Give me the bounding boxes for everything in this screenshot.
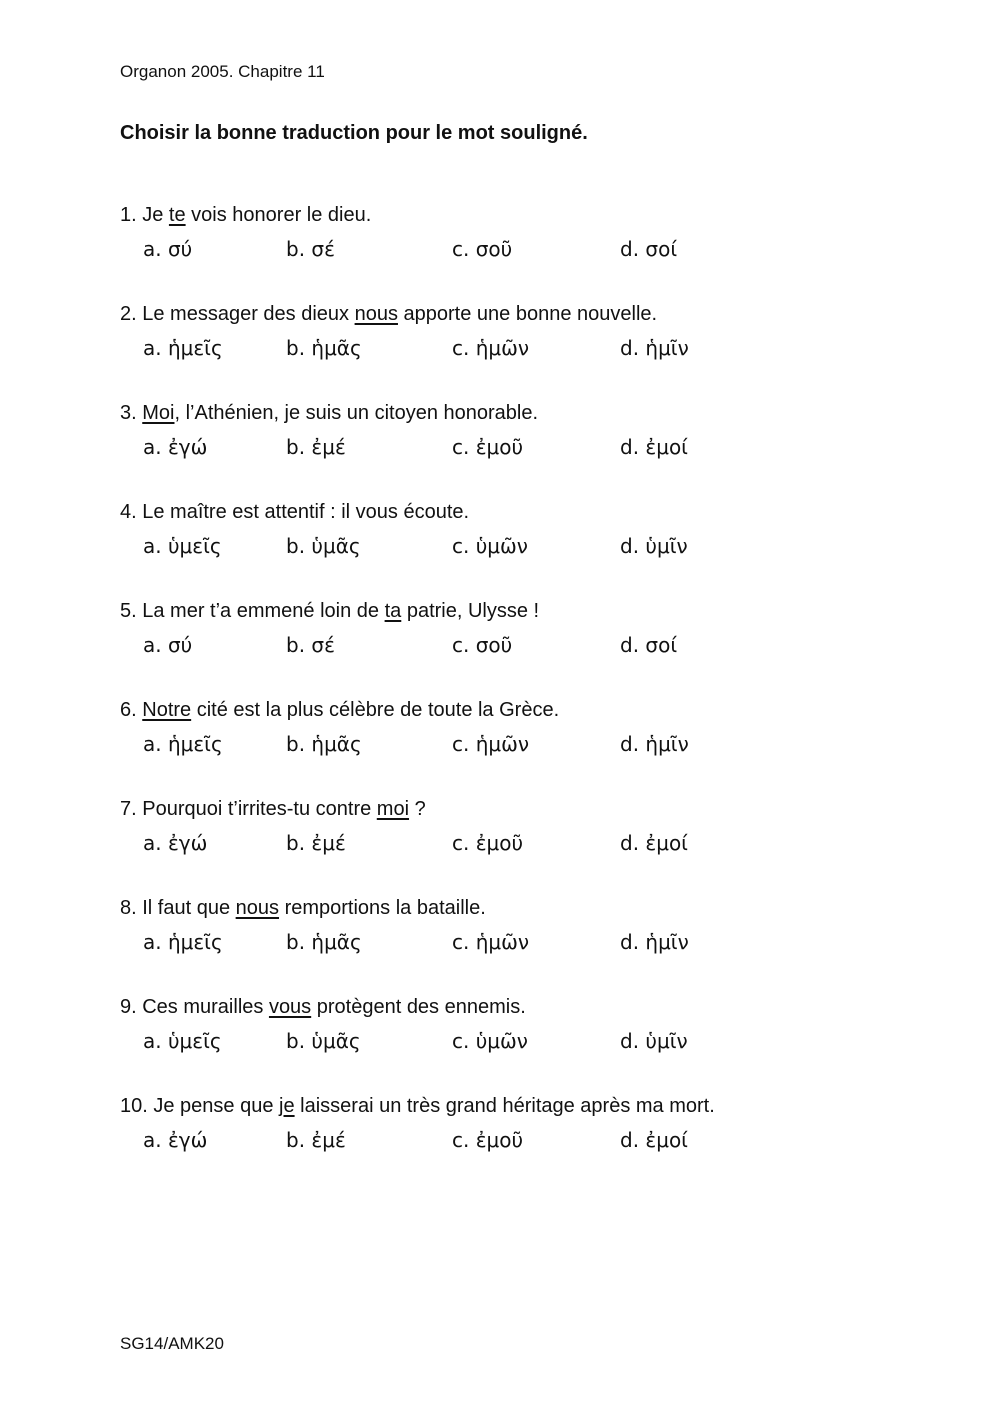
option-b: b. ἐμέ <box>286 831 346 855</box>
option-c: c. ἐμοῦ <box>452 435 524 459</box>
prompt-text-after: protègent des ennemis. <box>311 996 526 1018</box>
prompt-text-after: ? <box>409 798 426 820</box>
question-3 <box>120 399 920 498</box>
option-a: a. ἐγώ <box>143 1128 208 1152</box>
underlined-word: nous <box>354 303 398 325</box>
option-a: a. ὑμεῖς <box>143 1029 222 1053</box>
option-d: d. ἐμοί <box>620 435 688 459</box>
question-7 <box>120 795 920 894</box>
prompt-text-before: 4. Le maître est attentif : il vous écoute. <box>120 501 470 523</box>
question-prompt <box>120 795 920 823</box>
prompt-text-before: 5. La mer t’a emmené loin de <box>120 600 385 622</box>
option-c: c. ἐμοῦ <box>452 1128 524 1152</box>
option-c: c. ἐμοῦ <box>452 831 524 855</box>
question-1 <box>120 201 920 300</box>
option-d: d. ἡμῖν <box>620 336 689 360</box>
option-b: b. ἡμᾶς <box>286 930 362 954</box>
prompt-text-after: , l’Athénien, je suis un citoyen honorable. <box>174 402 539 424</box>
option-b: b. ἐμέ <box>286 1128 346 1152</box>
option-d: d. ἡμῖν <box>620 732 689 756</box>
question-prompt <box>120 993 920 1021</box>
option-b: b. ἡμᾶς <box>286 336 362 360</box>
answer-options <box>120 333 920 363</box>
answer-options <box>120 927 920 957</box>
underlined-word: vous <box>268 996 312 1018</box>
answer-options <box>120 432 920 462</box>
question-8 <box>120 894 920 993</box>
prompt-text-after: patrie, Ulysse ! <box>401 600 540 622</box>
prompt-text-after: remportions la bataille. <box>279 897 486 919</box>
prompt-text-after: cité est la plus célèbre de toute la Grèce. <box>191 699 560 721</box>
option-c: c. ἡμῶν <box>452 732 530 756</box>
underlined-word: je <box>279 1095 295 1117</box>
question-10 <box>120 1092 920 1191</box>
underlined-word: nous <box>235 897 280 919</box>
question-prompt <box>120 597 920 625</box>
underlined-word: Notre <box>142 699 192 721</box>
option-d: d. ἡμῖν <box>620 930 689 954</box>
option-a: a. ἡμεῖς <box>143 336 223 360</box>
option-b: b. ἐμέ <box>286 435 346 459</box>
option-c: c. ἡμῶν <box>452 336 530 360</box>
answer-options <box>120 1026 920 1056</box>
instruction-heading: Choisir la bonne traduction pour le mot souligné. <box>120 122 588 144</box>
option-c: c. ἡμῶν <box>452 930 530 954</box>
page-footer: SG14/AMK20 <box>120 1334 224 1353</box>
answer-options <box>120 234 920 264</box>
question-9 <box>120 993 920 1092</box>
prompt-text-before: 2. Le messager des dieux <box>120 303 355 325</box>
option-c: c. σοῦ <box>452 633 513 657</box>
option-b: b. ὑμᾶς <box>286 1029 361 1053</box>
underlined-word: ta <box>384 600 402 622</box>
question-prompt <box>120 696 920 724</box>
option-a: a. σύ <box>143 633 193 657</box>
answer-options <box>120 630 920 660</box>
option-d: d. σοί <box>620 237 678 261</box>
answer-options <box>120 729 920 759</box>
option-a: a. ὑμεῖς <box>143 534 222 558</box>
prompt-text-before: 1. Je <box>120 204 169 226</box>
question-list <box>120 201 920 1191</box>
option-d: d. ὑμῖν <box>620 1029 688 1053</box>
underlined-word: te <box>168 204 186 226</box>
question-5 <box>120 597 920 696</box>
option-d: d. ἐμοί <box>620 1128 688 1152</box>
question-prompt <box>120 1092 920 1120</box>
prompt-text-before: 9. Ces murailles <box>120 996 269 1018</box>
question-prompt <box>120 399 920 427</box>
option-c: c. ὑμῶν <box>452 534 528 558</box>
option-a: a. ἐγώ <box>143 831 208 855</box>
question-prompt <box>120 300 920 328</box>
option-a: a. σύ <box>143 237 193 261</box>
option-a: a. ἐγώ <box>143 435 208 459</box>
answer-options <box>120 828 920 858</box>
question-prompt <box>120 498 920 526</box>
option-b: b. ἡμᾶς <box>286 732 362 756</box>
option-b: b. σέ <box>286 633 335 657</box>
option-c: c. ὑμῶν <box>452 1029 528 1053</box>
question-6 <box>120 696 920 795</box>
prompt-text-after: laisserai un très grand héritage après ma mort. <box>294 1095 715 1117</box>
underlined-word: moi <box>376 798 410 820</box>
option-a: a. ἡμεῖς <box>143 930 223 954</box>
prompt-text-before: 7. Pourquoi t’irrites-tu contre <box>120 798 377 820</box>
answer-options <box>120 1125 920 1155</box>
prompt-text-after: vois honorer le dieu. <box>185 204 372 226</box>
question-4 <box>120 498 920 597</box>
prompt-text-before: 6. <box>120 699 143 721</box>
question-prompt <box>120 894 920 922</box>
prompt-text-after: apporte une bonne nouvelle. <box>397 303 658 325</box>
option-b: b. ὑμᾶς <box>286 534 361 558</box>
option-d: d. σοί <box>620 633 678 657</box>
option-d: d. ἐμοί <box>620 831 688 855</box>
question-prompt <box>120 201 920 229</box>
question-2 <box>120 300 920 399</box>
option-c: c. σοῦ <box>452 237 513 261</box>
prompt-text-before: 8. Il faut que <box>120 897 236 919</box>
prompt-text-before: 10. Je pense que <box>120 1095 280 1117</box>
answer-options <box>120 531 920 561</box>
option-d: d. ὑμῖν <box>620 534 688 558</box>
prompt-text-before: 3. <box>120 402 143 424</box>
option-b: b. σέ <box>286 237 335 261</box>
page-header: Organon 2005. Chapitre 11 <box>120 62 325 81</box>
option-a: a. ἡμεῖς <box>143 732 223 756</box>
underlined-word: Moi <box>142 402 175 424</box>
